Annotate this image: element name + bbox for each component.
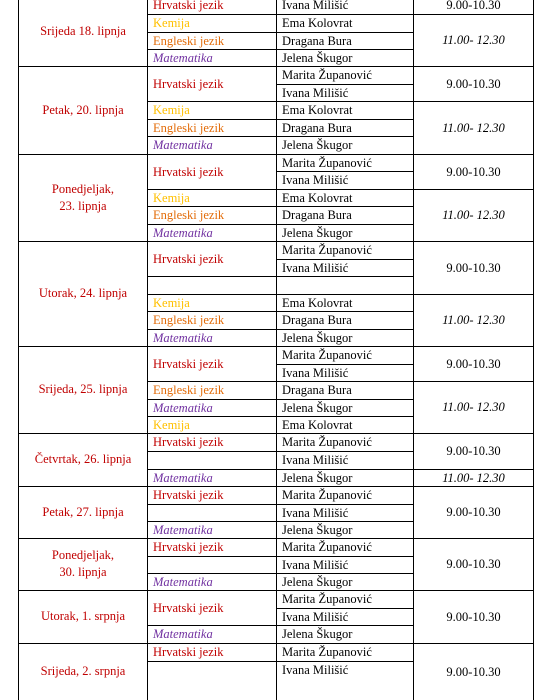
- subject-name: Matematika: [153, 225, 213, 240]
- exam-time: 9.00-10.30: [446, 76, 501, 91]
- teacher-name: Jelena Škugor: [282, 50, 353, 65]
- teacher-name: Marita Županović: [282, 435, 372, 449]
- teacher-name: Jelena Škugor: [282, 225, 353, 240]
- exam-date: Ponedjeljak, 23. lipnja: [51, 181, 115, 213]
- teacher-name: Jelena Škugor: [282, 574, 353, 589]
- subject-name: Engleski jezik: [153, 313, 225, 327]
- teacher-name: Ivana Milišić: [282, 557, 349, 572]
- subject-cell-border: [147, 276, 276, 277]
- row-border: [18, 590, 534, 591]
- row-border: [18, 154, 534, 155]
- teacher-name: Dragana Bura: [282, 208, 352, 222]
- exam-time: 9.00-10.30: [446, 164, 501, 179]
- subject-column-border: [276, 0, 277, 700]
- subject-name: Matematika: [153, 138, 213, 152]
- teacher-name: Ivana Milišić: [282, 85, 349, 100]
- teacher-name: Ema Kolovrat: [282, 16, 353, 30]
- row-border: [18, 643, 534, 644]
- teacher-name: Marita Županović: [282, 68, 372, 82]
- teacher-name: Marita Županović: [282, 645, 372, 659]
- subject-name: Matematika: [153, 627, 213, 641]
- subject-name: Engleski jezik: [153, 120, 225, 135]
- date-column-border: [147, 0, 148, 700]
- exam-time: 9.00-10.30: [446, 444, 501, 458]
- exam-date: Srijeda, 2. srpnja: [40, 664, 126, 678]
- exam-date: Srijeda, 25. lipnja: [38, 382, 128, 396]
- exam-date: Petak, 27. lipnja: [42, 504, 124, 519]
- teacher-name: Ivana Milišić: [282, 505, 349, 520]
- subject-name: Engleski jezik: [153, 383, 225, 397]
- row-border: [18, 486, 534, 487]
- teacher-name: Dragana Bura: [282, 383, 352, 397]
- exam-time: 11.00- 12.30: [442, 208, 505, 222]
- subject-name: Hrvatski jezik: [153, 435, 224, 449]
- subject-name: Hrvatski jezik: [153, 645, 224, 659]
- teacher-name: Jelena Škugor: [282, 627, 353, 641]
- teacher-name: Ivana Milišić: [282, 453, 349, 467]
- subject-name: Kemija: [153, 16, 190, 30]
- subject-name: Kemija: [153, 295, 190, 310]
- subject-name: Hrvatski jezik: [153, 251, 224, 266]
- teacher-name: Dragana Bura: [282, 33, 352, 48]
- teacher-name: Dragana Bura: [282, 313, 352, 327]
- exam-time: 9.00-10.30: [446, 609, 501, 624]
- teacher-name: Ivana Milišić: [282, 365, 349, 380]
- exam-time: 9.00-10.30: [446, 0, 501, 12]
- teacher-name: Jelena Škugor: [282, 522, 353, 537]
- teacher-name: Ivana Milišić: [282, 173, 349, 187]
- time-cell-border: [413, 381, 533, 382]
- teacher-name: Marita Županović: [282, 488, 372, 502]
- time-cell-border: [413, 14, 533, 15]
- teacher-name: Ema Kolovrat: [282, 295, 353, 310]
- exam-time: 11.00- 12.30: [442, 33, 505, 47]
- teacher-name: Ivana Milišić: [282, 609, 349, 624]
- subject-name: Engleski jezik: [153, 208, 225, 222]
- exam-date: Ponedjeljak, 30. lipnja: [51, 548, 115, 579]
- subject-name: Hrvatski jezik: [153, 600, 224, 615]
- subject-name: Matematika: [153, 50, 213, 65]
- subject-name: Hrvatski jezik: [153, 356, 224, 371]
- teacher-name: Ivana Milišić: [282, 0, 349, 12]
- subject-cell-border: [147, 661, 276, 662]
- subject-name: Matematika: [153, 330, 213, 345]
- subject-name: Engleski jezik: [153, 33, 225, 48]
- subject-name: Matematika: [153, 522, 213, 537]
- subject-name: Hrvatski jezik: [153, 540, 224, 554]
- exam-date: Srijeda 18. lipnja: [40, 23, 126, 38]
- exam-time: 9.00-10.30: [446, 557, 501, 571]
- teacher-name: Ema Kolovrat: [282, 190, 353, 205]
- teacher-name: Marita Županović: [282, 540, 372, 554]
- row-border: [18, 346, 534, 347]
- exam-date: Utorak, 24. lipnja: [38, 286, 128, 300]
- row-border: [18, 241, 534, 242]
- row-border: [18, 433, 534, 434]
- exam-time: 9.00-10.30: [446, 505, 501, 519]
- subject-name: Hrvatski jezik: [153, 488, 224, 502]
- subject-name: Hrvatski jezik: [153, 0, 224, 12]
- exam-time: 9.00-10.30: [446, 356, 501, 371]
- subject-name: Hrvatski jezik: [153, 76, 224, 91]
- subject-name: Matematika: [153, 470, 213, 485]
- teacher-name: Ema Kolovrat: [282, 103, 353, 117]
- teacher-name: Marita Županović: [282, 243, 372, 257]
- time-cell-border: [413, 101, 533, 102]
- exam-date: Petak, 20. lipnja: [42, 102, 124, 117]
- table-right-border: [533, 0, 534, 700]
- exam-time: 11.00- 12.30: [442, 470, 505, 485]
- teacher-name: Marita Županović: [282, 592, 372, 606]
- teacher-name: Jelena Škugor: [282, 470, 353, 485]
- teacher-name: Marita Županović: [282, 155, 372, 170]
- exam-time: 11.00- 12.30: [442, 120, 505, 135]
- subject-cell-border: [147, 451, 276, 452]
- teacher-name: Jelena Škugor: [282, 330, 353, 345]
- exam-date: Četvrtak, 26. lipnja: [34, 452, 132, 466]
- teacher-name: Jelena Škugor: [282, 138, 353, 152]
- teacher-name: Ivana Milišić: [282, 260, 349, 275]
- subject-cell-border: [147, 556, 276, 557]
- teacher-name: Ivana Milišić: [282, 663, 349, 677]
- time-cell-border: [413, 294, 533, 295]
- teacher-name: Dragana Bura: [282, 120, 352, 135]
- row-border: [18, 66, 534, 67]
- subject-cell-border: [147, 504, 276, 505]
- teacher-name: Jelena Škugor: [282, 400, 353, 415]
- subject-name: Hrvatski jezik: [153, 164, 224, 179]
- row-border: [18, 538, 534, 539]
- exam-time: 9.00-10.30: [446, 260, 501, 275]
- exam-time: 9.00-10.30: [446, 664, 501, 679]
- exam-date: Utorak, 1. srpnja: [40, 609, 125, 623]
- subject-name: Kemija: [153, 417, 190, 432]
- subject-name: Matematika: [153, 574, 213, 589]
- subject-name: Kemija: [153, 190, 190, 205]
- teacher-cell-border: [276, 276, 413, 277]
- teacher-name: Marita Županović: [282, 348, 372, 362]
- subject-name: Kemija: [153, 103, 190, 117]
- subject-name: Matematika: [153, 400, 213, 415]
- teacher-name: Ema Kolovrat: [282, 417, 353, 432]
- time-cell-border: [413, 189, 533, 190]
- exam-time: 11.00- 12.30: [442, 313, 505, 327]
- exam-time: 11.00- 12.30: [442, 400, 505, 414]
- teacher-column-border: [413, 0, 414, 700]
